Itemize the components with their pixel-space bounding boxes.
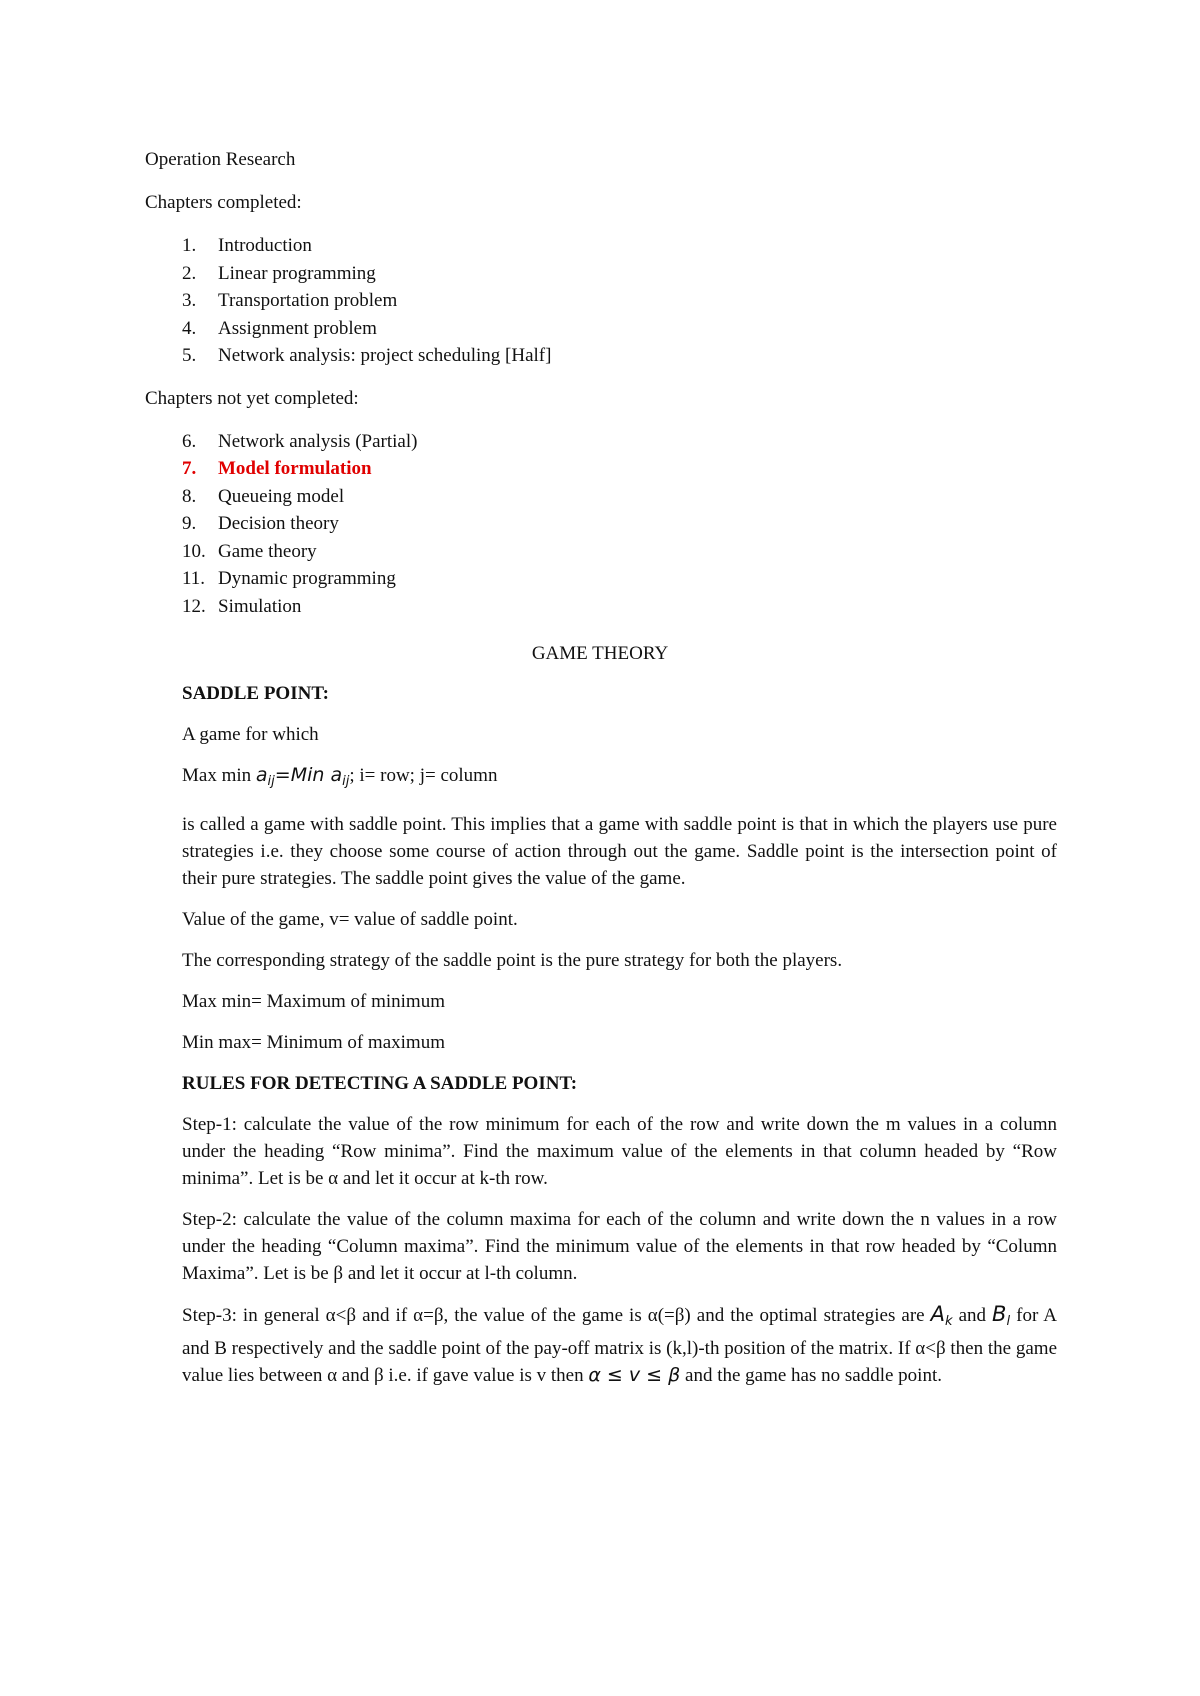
saddle-paragraph: is called a game with saddle point. This implies that a game with saddle point is that in which the players use pure strategies i.e. they choose some course of action through out the game. Saddle point is the intersection point of their pure strategies. The saddle point gives the value of the game. xyxy=(182,814,1057,889)
document-title: Operation Research xyxy=(145,149,296,170)
list-item: 10. Game theory xyxy=(182,540,317,562)
list-item: 6. Network analysis (Partial) xyxy=(182,430,418,452)
value-of-game: Value of the game, v= value of saddle point. xyxy=(182,909,518,930)
completed-list xyxy=(145,232,1065,370)
list-item: 12. Simulation xyxy=(182,595,302,617)
step-1: Step-1: calculate the value of the row minimum for each of the row and write down the m values in a column under the heading “Row minima”. Find the maximum value of the elements in that column headed by “Row minima”. Let is be α and let it occur at k-th row. xyxy=(182,1114,1057,1189)
step-3: Step-3: in general α<β and if α=β, the value of the game is α(=β) and the optimal strategies are $A_k$ and $B_l$ for A and B respectively and the saddle point of the pay-off matrix is (k,l)-th position of the matrix. If α<β then the game value lies between α and β i.e. if gave value is v then α ≤ v ≤ β and the game has no saddle point. xyxy=(182,1302,1057,1386)
maxmin-line: Max min= Maximum of minimum xyxy=(182,991,445,1012)
section-title: GAME THEORY xyxy=(531,643,669,664)
list-item: 4. Assignment problem xyxy=(182,317,377,339)
course-summary xyxy=(145,146,1065,620)
saddle-point-content xyxy=(182,680,1057,1403)
game-for-which: A game for which xyxy=(182,724,319,745)
game-theory-section xyxy=(182,640,1057,681)
list-item: 9. Decision theory xyxy=(182,513,339,535)
not-completed-list xyxy=(145,428,1065,621)
list-item: 1. Introduction xyxy=(182,235,312,257)
list-item: 5. Network analysis: project scheduling [Half] xyxy=(182,345,552,367)
list-item: 11. Dynamic programming xyxy=(182,568,396,590)
list-item: 2. Linear programming xyxy=(182,262,376,284)
step-2: Step-2: calculate the value of the column maxima for each of the column and write down the n values in a row under the heading “Column maxima”. Find the minimum value of the elements in that row headed by “Column Maxima”. Let is be β and let it occur at l-th column. xyxy=(182,1209,1057,1284)
list-item: 3. Transportation problem xyxy=(182,290,398,312)
not-completed-heading: Chapters not yet completed: xyxy=(145,387,359,409)
strategy-line: The corresponding strategy of the saddle point is the pure strategy for both the players. xyxy=(182,950,843,971)
saddle-heading: SADDLE POINT: xyxy=(182,683,329,704)
saddle-formula: Max $\min a_{ij}=Min$ $a_{ij}$; i= row; j= column xyxy=(182,764,498,789)
list-item: 8. Queueing model xyxy=(182,485,345,507)
list-item-highlighted: 7. Model formulation xyxy=(182,458,372,480)
completed-heading: Chapters completed: xyxy=(145,192,302,213)
rules-heading: RULES FOR DETECTING A SADDLE POINT: xyxy=(182,1073,578,1094)
minmax-line: Min max= Minimum of maximum xyxy=(182,1032,445,1053)
